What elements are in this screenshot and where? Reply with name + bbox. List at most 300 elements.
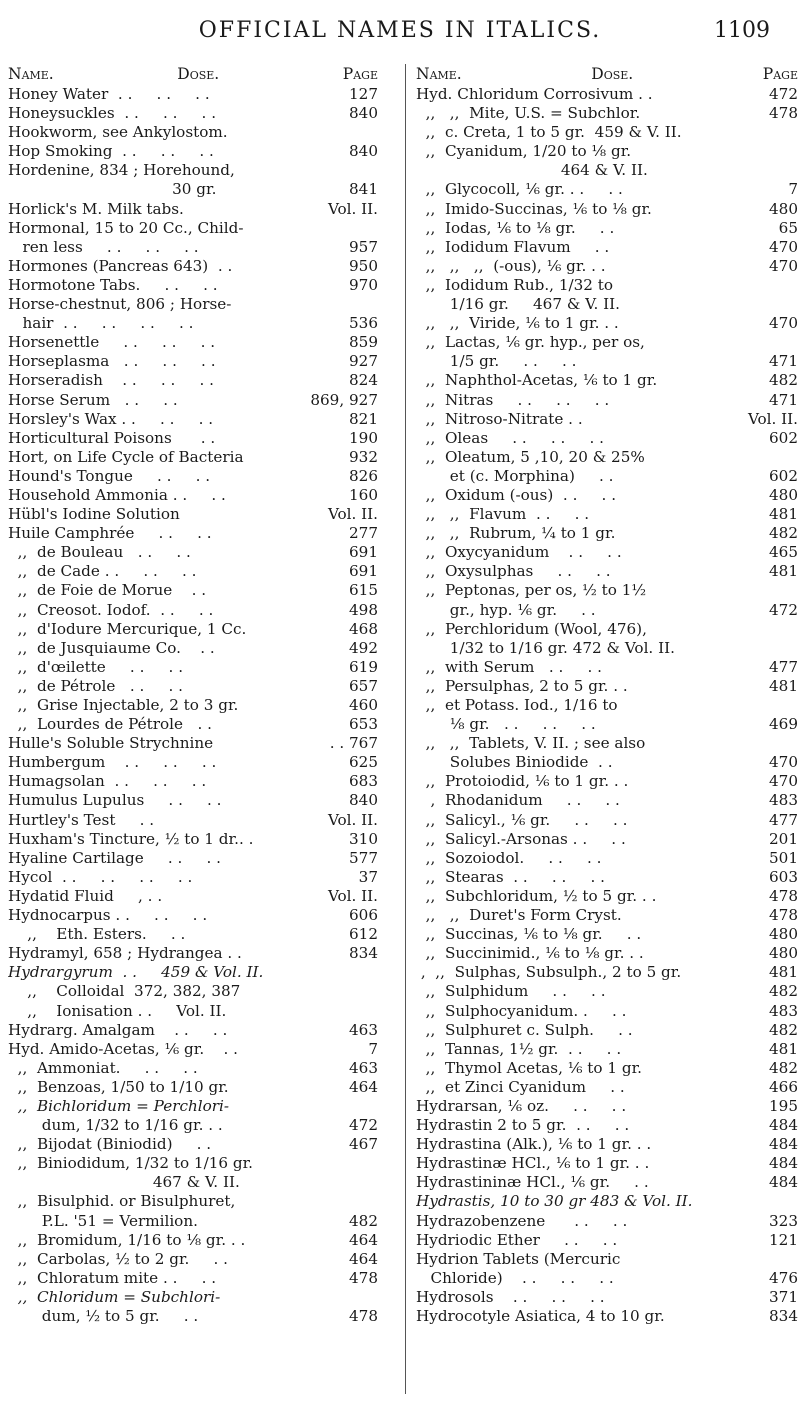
entry-text: ,, ,, Tablets, V. II. ; see also [416, 734, 646, 753]
entry-text: ,, Nitroso-Nitrate . . [416, 409, 583, 428]
index-entry [8, 868, 378, 887]
entry-text: ,, Grise Injectable, 2 to 3 gr. [8, 696, 239, 714]
entry-text: Horsley's Wax . . . . . . [8, 409, 214, 428]
entry-text: ,, Bijodat (Biniodid) . . [8, 1135, 212, 1154]
entry-text: Hydrastis, 10 to 30 gr 483 & Vol. II. [416, 1192, 693, 1211]
entry-page: 37 [358, 867, 378, 886]
entry-page: 683 [349, 772, 378, 791]
index-entry [8, 123, 378, 142]
column-header-page: Page [342, 65, 378, 83]
entry-text: ,, Benzoas, 1/50 to 1/10 gr. [8, 1077, 229, 1096]
entry-text: ,, Oxysulphas . . . . [416, 562, 611, 581]
entry-text: Household Ammonia . . . . [8, 485, 226, 504]
index-entry [8, 219, 378, 238]
entry-text: ,, Bromidum, 1/16 to ⅛ gr. . . [8, 1230, 246, 1249]
index-entry [8, 486, 378, 505]
entry-page: 465 [769, 543, 798, 562]
entry-page: 478 [349, 1307, 378, 1325]
index-entry [8, 142, 378, 161]
index-entry [8, 467, 378, 486]
entry-page: . . 767 [329, 734, 378, 753]
entry-page: 476 [769, 1268, 798, 1287]
index-entry [416, 85, 798, 104]
entry-text: Horticultural Poisons . . [8, 428, 216, 447]
entry-page: 482 [769, 371, 798, 390]
entry-text: Horse-chestnut, 806 ; Horse- [8, 295, 232, 314]
index-entry [416, 658, 798, 677]
entry-text: Hydrocotyle Asiatica, 4 to 10 gr. [416, 1307, 665, 1325]
entry-text: ,, et Zinci Cyanidum . . [416, 1077, 625, 1096]
index-entry [416, 1269, 798, 1288]
entry-page: 478 [769, 906, 798, 925]
entry-text: Hydriodic Ether . . . . [416, 1230, 618, 1249]
entry-text: Hydatid Fluid , . . [8, 886, 163, 905]
index-entry [416, 429, 798, 448]
entry-page: 464 [349, 1077, 378, 1096]
entry-page: 482 [769, 982, 798, 1001]
index-entry [8, 410, 378, 429]
entry-text: ,, Stearas . . . . . . [416, 867, 606, 886]
index-entry [8, 161, 378, 180]
entry-page: 7 [368, 1039, 378, 1058]
entry-text: 1/32 to 1/16 gr. 472 & Vol. II. [416, 638, 675, 657]
entry-page: 467 [349, 1135, 378, 1154]
index-entry [8, 1040, 378, 1059]
index-entry [8, 104, 378, 123]
entry-page: 470 [769, 772, 798, 791]
column-header [8, 64, 378, 84]
entry-text: Hydrastininæ HCl., ⅙ gr. . . [416, 1173, 649, 1192]
entry-text: ,, de Bouleau . . . . [8, 543, 191, 562]
entry-text: Hyd. Chloridum Corrosivum . . [416, 85, 653, 103]
entry-text: ,, Carbolas, ½ to 2 gr. . . [8, 1249, 229, 1268]
entry-text: ,, Salicyl., ⅙ gr. . . . . [416, 810, 628, 829]
index-entry [8, 1116, 378, 1135]
index-entry [416, 1173, 798, 1192]
index-entry [8, 887, 378, 906]
index-entry [416, 1288, 798, 1307]
index-entry [8, 180, 378, 199]
entry-text: ,, c. Creta, 1 to 5 gr. 459 & V. II. [416, 123, 682, 142]
entry-text: Hydrarsan, ⅙ oz. . . . . [416, 1096, 627, 1115]
entry-text: ,, d'Iodure Mercurique, 1 Cc. [8, 619, 247, 638]
index-entry [8, 1078, 378, 1097]
entry-text: Hydrastinæ HCl., ⅙ to 1 gr. . . [416, 1154, 650, 1173]
entry-page: 691 [349, 562, 378, 581]
entry-text: 30 gr. [8, 180, 217, 199]
index-entry [416, 371, 798, 390]
entry-page: 841 [349, 180, 378, 199]
index-entry [8, 1269, 378, 1288]
entry-text: ,, Peptonas, per os, ½ to 1½ [416, 581, 647, 600]
entry-text: ,, Chloridum = Subchlori- [8, 1287, 221, 1306]
index-entry [8, 1135, 378, 1154]
index-entry [416, 410, 798, 429]
entry-text: ,, Iodidum Rub., 1/32 to [416, 275, 614, 294]
entry-page: 127 [349, 85, 378, 103]
entry-page: 310 [349, 829, 378, 848]
index-entry [416, 333, 798, 352]
entry-page: 603 [769, 867, 798, 886]
entry-text: Humulus Lupulus . . . . [8, 791, 222, 810]
entry-text: Hydnocarpus . . . . . . [8, 906, 208, 925]
index-entry [8, 1097, 378, 1116]
entry-page: 464 [349, 1230, 378, 1249]
entry-text: Hycol . . . . . . . . [8, 867, 193, 886]
index-entry [8, 601, 378, 620]
entry-text: Hydrion Tablets (Mercuric [416, 1249, 621, 1268]
index-entry [8, 620, 378, 639]
index-entry [8, 543, 378, 562]
index-entry [8, 524, 378, 543]
entry-page: 482 [769, 1020, 798, 1039]
index-entry [416, 1231, 798, 1250]
entry-text: ,, ,, Viride, ⅙ to 1 gr. . . [416, 314, 619, 333]
entry-page: 498 [349, 600, 378, 619]
index-entry [416, 295, 798, 314]
entry-page: 970 [349, 275, 378, 294]
entry-text: Hübl's Iodine Solution [8, 505, 180, 524]
entry-text: ,, d'œilette . . . . [8, 657, 184, 676]
entry-text: ,, Oxidum (-ous) . . . . [416, 485, 617, 504]
entry-text: Hydrastin 2 to 5 gr. . . . . [416, 1116, 630, 1135]
entry-page: 470 [769, 256, 798, 275]
index-entry [416, 467, 798, 486]
entry-text: Hydrarg. Amalgam . . . . [8, 1020, 228, 1039]
index-entry [416, 486, 798, 505]
index-entry [8, 257, 378, 276]
entry-page: 468 [349, 619, 378, 638]
entry-page: 482 [349, 1211, 378, 1230]
entry-text: ,, Succinimid., ⅙ to ⅛ gr. . . [416, 944, 644, 963]
entry-page: 824 [349, 371, 378, 390]
index-entry [416, 391, 798, 410]
entry-page: 477 [769, 657, 798, 676]
column-header [416, 64, 798, 84]
index-entry [416, 562, 798, 581]
index-entry [8, 772, 378, 791]
index-entry [8, 1002, 378, 1021]
index-entry [8, 448, 378, 467]
index-entry [8, 85, 378, 104]
right-column [416, 64, 798, 1404]
entry-text: Huile Camphrée . . . . [8, 524, 212, 543]
entry-page: 460 [349, 696, 378, 714]
entry-page: 481 [769, 562, 798, 581]
index-entry [416, 772, 798, 791]
index-entry [416, 696, 798, 715]
entry-text: Huxham's Tincture, ½ to 1 dr.. . [8, 829, 254, 848]
entry-page: 470 [769, 237, 798, 256]
index-entry [8, 333, 378, 352]
entry-text: 464 & V. II. [416, 161, 648, 180]
entry-text: ,, Oxycyanidum . . . . [416, 543, 622, 562]
entry-text: ,, Creosot. Iodof. . . . . [8, 600, 214, 619]
index-entry [8, 429, 378, 448]
index-entry [8, 1212, 378, 1231]
entry-text: 1/16 gr. 467 & V. II. [416, 295, 620, 314]
entry-page: 470 [769, 314, 798, 333]
index-entry [8, 238, 378, 257]
entry-text: Hound's Tongue . . . . [8, 466, 211, 485]
entry-text: Hyaline Cartilage . . . . [8, 848, 221, 867]
entry-text: ,, Cyanidum, 1/20 to ⅛ gr. [416, 142, 632, 161]
index-entry [416, 257, 798, 276]
index-entry [416, 524, 798, 543]
entry-page: 826 [349, 466, 378, 485]
entry-text: 1/5 gr. . . . . [416, 352, 577, 371]
index-entry [416, 887, 798, 906]
index-entry [416, 142, 798, 161]
entry-page: 478 [769, 104, 798, 123]
entry-page: 480 [769, 925, 798, 944]
entry-text: Hookworm, see Ankylostom. [8, 123, 228, 142]
entry-text: ,, with Serum . . . . [416, 657, 602, 676]
index-entry [416, 161, 798, 180]
entry-page: 869, 927 [310, 390, 378, 409]
page-header [0, 14, 800, 54]
entry-text: Hydrastina (Alk.), ⅙ to 1 gr. . . [416, 1135, 652, 1154]
index-entry [416, 1097, 798, 1116]
index-entry [416, 581, 798, 600]
entry-page: 466 [769, 1077, 798, 1096]
index-entry [8, 1173, 378, 1192]
entry-text: Hordenine, 834 ; Horehound, [8, 161, 235, 180]
entry-page: 470 [769, 753, 798, 772]
entry-text: , Rhodanidum . . . . [416, 791, 620, 810]
entry-page: 625 [349, 753, 378, 772]
column-header-dose: Dose. [177, 65, 220, 83]
entry-text: dum, ½ to 5 gr. . . [8, 1307, 199, 1325]
entry-text: 467 & V. II. [8, 1173, 240, 1192]
entry-page: 480 [769, 944, 798, 963]
index-entry [416, 543, 798, 562]
entry-page: 323 [769, 1211, 798, 1230]
entry-page: 471 [769, 352, 798, 371]
entry-text: ⅛ gr. . . . . . . [416, 715, 596, 734]
entry-text: ,, Tannas, 1½ gr. . . . . [416, 1039, 622, 1058]
entry-page: 121 [769, 1230, 798, 1249]
index-entry [416, 620, 798, 639]
index-entry [416, 849, 798, 868]
index-entry [8, 1059, 378, 1078]
entry-text: ,, Bichloridum = Perchlori- [8, 1096, 229, 1115]
entry-text: Hydramyl, 658 ; Hydrangea . . [8, 944, 242, 963]
entry-page: 484 [769, 1154, 798, 1173]
entry-text: ,, Sulphuret c. Sulph. . . [416, 1020, 633, 1039]
entry-page: 602 [769, 466, 798, 485]
entry-page: 195 [769, 1096, 798, 1115]
index-entry [8, 1021, 378, 1040]
entry-text: Hydrosols . . . . . . [416, 1287, 605, 1306]
entry-text: ,, Oleatum, 5 ,10, 20 & 25% [416, 447, 645, 466]
index-entry [416, 830, 798, 849]
entry-text: ,, de Pétrole . . . . [8, 676, 183, 695]
index-entry [416, 276, 798, 295]
entry-page: 472 [349, 1116, 378, 1135]
index-entry [416, 180, 798, 199]
index-entry [8, 734, 378, 753]
entry-text: Hurtley's Test . . [8, 810, 155, 829]
entry-page: 481 [769, 505, 798, 524]
entry-text: ,, Nitras . . . . . . [416, 390, 610, 409]
entry-page: 482 [769, 1058, 798, 1077]
index-entry [8, 581, 378, 600]
entry-text: Hulle's Soluble Strychnine [8, 734, 214, 753]
entry-text: ,, Naphthol-Acetas, ⅙ to 1 gr. [416, 371, 658, 390]
entry-text: Horseradish . . . . . . [8, 371, 214, 390]
entry-page: 201 [769, 829, 798, 848]
entry-page: 472 [769, 85, 798, 103]
index-entry [416, 448, 798, 467]
index-entry [416, 219, 798, 238]
entry-text: ,, Perchloridum (Wool, 476), [416, 619, 647, 638]
page-number: 1109 [714, 18, 770, 43]
entry-text: Honey Water . . . . . . [8, 85, 210, 103]
entry-page: 484 [769, 1116, 798, 1135]
entry-text: ,, Iodas, ⅙ to ⅛ gr. . . [416, 218, 615, 237]
entry-text: ,, ,, Flavum . . . . [416, 505, 590, 524]
entry-page: 472 [769, 600, 798, 619]
entry-text: Humbergum . . . . . . [8, 753, 217, 772]
index-entry [8, 715, 378, 734]
entry-text: dum, 1/32 to 1/16 gr. . . [8, 1116, 223, 1135]
entry-text: ,, Protoiodid, ⅙ to 1 gr. . . [416, 772, 629, 791]
entry-page: 492 [349, 638, 378, 657]
entry-text: ,, ,, ,, (-ous), ⅙ gr. . . [416, 256, 606, 275]
entry-text: Horsenettle . . . . . . [8, 333, 216, 352]
entry-text: Solubes Biniodide . . [416, 753, 613, 772]
entry-text: ,, Succinas, ⅙ to ⅛ gr. . . [416, 925, 642, 944]
index-entry [8, 830, 378, 849]
index-entry [8, 791, 378, 810]
entry-text: Hyd. Amido-Acetas, ⅙ gr. . . [8, 1039, 238, 1058]
index-entry [416, 200, 798, 219]
entry-page: 957 [349, 237, 378, 256]
entry-page: 821 [349, 409, 378, 428]
index-entry [8, 849, 378, 868]
entry-page: 840 [349, 142, 378, 161]
index-entry [416, 1154, 798, 1173]
entry-page: 840 [349, 791, 378, 810]
entry-text: ,, Lactas, ⅙ gr. hyp., per os, [416, 333, 645, 352]
entry-text: gr., hyp. ⅙ gr. . . [416, 600, 596, 619]
index-entry [8, 1288, 378, 1307]
index-entry [8, 1231, 378, 1250]
index-entry [8, 1154, 378, 1173]
index-entry [8, 906, 378, 925]
entry-text: Hormotone Tabs. . . . . [8, 275, 218, 294]
index-entry [8, 639, 378, 658]
index-entry [416, 868, 798, 887]
entry-text: Hop Smoking . . . . . . [8, 142, 214, 161]
entry-page: 834 [769, 1307, 798, 1325]
entry-page: 463 [349, 1058, 378, 1077]
entry-page: 481 [769, 676, 798, 695]
entry-page: 501 [769, 848, 798, 867]
entry-text: ,, Chloratum mite . . . . [8, 1268, 217, 1287]
entry-text: Hydrazobenzene . . . . [416, 1211, 628, 1230]
entry-page: 840 [349, 104, 378, 123]
index-entry [416, 1192, 798, 1211]
entry-text: ,, ,, Mite, U.S. = Subchlor. [416, 104, 641, 123]
entry-page: 950 [349, 256, 378, 275]
entry-page: 482 [769, 524, 798, 543]
index-entry [8, 925, 378, 944]
entry-text: ,, Ammoniat. . . . . [8, 1058, 198, 1077]
entry-text: ,, Sozoiodol. . . . . [416, 848, 602, 867]
index-entry [416, 982, 798, 1001]
entry-page: 536 [349, 314, 378, 333]
entry-text: ,, Biniodidum, 1/32 to 1/16 gr. [8, 1154, 253, 1173]
entry-page: 190 [349, 428, 378, 447]
entry-page: 927 [349, 352, 378, 371]
entry-page: 653 [349, 715, 378, 734]
entry-text: ,, ,, Rubrum, ¼ to 1 gr. [416, 524, 616, 543]
entry-page: 691 [349, 543, 378, 562]
index-entry [416, 1021, 798, 1040]
entry-page: 859 [349, 333, 378, 352]
entry-text: ,, Persulphas, 2 to 5 gr. . . [416, 676, 628, 695]
index-entry [416, 1116, 798, 1135]
entry-text: ,, Colloidal 372, 382, 387 [8, 982, 241, 1001]
entry-page: 834 [349, 944, 378, 963]
entry-page: Vol. II. [327, 810, 378, 829]
index-entry [8, 1192, 378, 1211]
entry-page: 478 [769, 886, 798, 905]
entry-page: Vol. II. [327, 886, 378, 905]
entry-page: 464 [349, 1249, 378, 1268]
entry-page: 480 [769, 199, 798, 218]
entry-page: 612 [349, 925, 378, 944]
entry-text: Humagsolan . . . . . . [8, 772, 207, 791]
index-entry [8, 505, 378, 524]
index-entry [8, 677, 378, 696]
entry-text: ,, Sulphidum . . . . [416, 982, 606, 1001]
page-title: OFFICIAL NAMES IN ITALICS. [198, 18, 602, 43]
entry-text: hair . . . . . . . . [8, 314, 194, 333]
entry-page: 657 [349, 676, 378, 695]
index-entry [416, 601, 798, 620]
entry-page: 602 [769, 428, 798, 447]
entry-text: P.L. '51 = Vermilion. [8, 1211, 198, 1230]
index-entry [416, 1250, 798, 1269]
index-entry [416, 734, 798, 753]
entry-page: 483 [769, 1001, 798, 1020]
index-entry [8, 963, 378, 982]
index-entry [416, 1307, 798, 1326]
entry-text: Honeysuckles . . . . . . [8, 104, 217, 123]
index-entry [416, 505, 798, 524]
entry-page: 484 [769, 1173, 798, 1192]
entry-page: 7 [788, 180, 798, 199]
index-entry [416, 1059, 798, 1078]
entry-text: ,, Bisulphid. or Bisulphuret, [8, 1192, 236, 1211]
entry-text: Hormonal, 15 to 20 Cc., Child- [8, 218, 244, 237]
entry-page: 277 [349, 524, 378, 543]
entry-text: ,, Salicyl.-Arsonas . . . . [416, 829, 626, 848]
entry-text: ,, Eth. Esters. . . [8, 925, 186, 944]
index-entry [416, 753, 798, 772]
index-entry [8, 391, 378, 410]
entry-text: ren less . . . . . . [8, 237, 199, 256]
entry-text: ,, Imido-Succinas, ⅙ to ⅛ gr. [416, 199, 652, 218]
index-entry [8, 371, 378, 390]
index-entry [416, 352, 798, 371]
index-entry [416, 811, 798, 830]
entry-text: Hort, on Life Cycle of Bacteria [8, 447, 244, 466]
entry-text: Hydrargyrum . . 459 & Vol. II. [8, 963, 264, 982]
